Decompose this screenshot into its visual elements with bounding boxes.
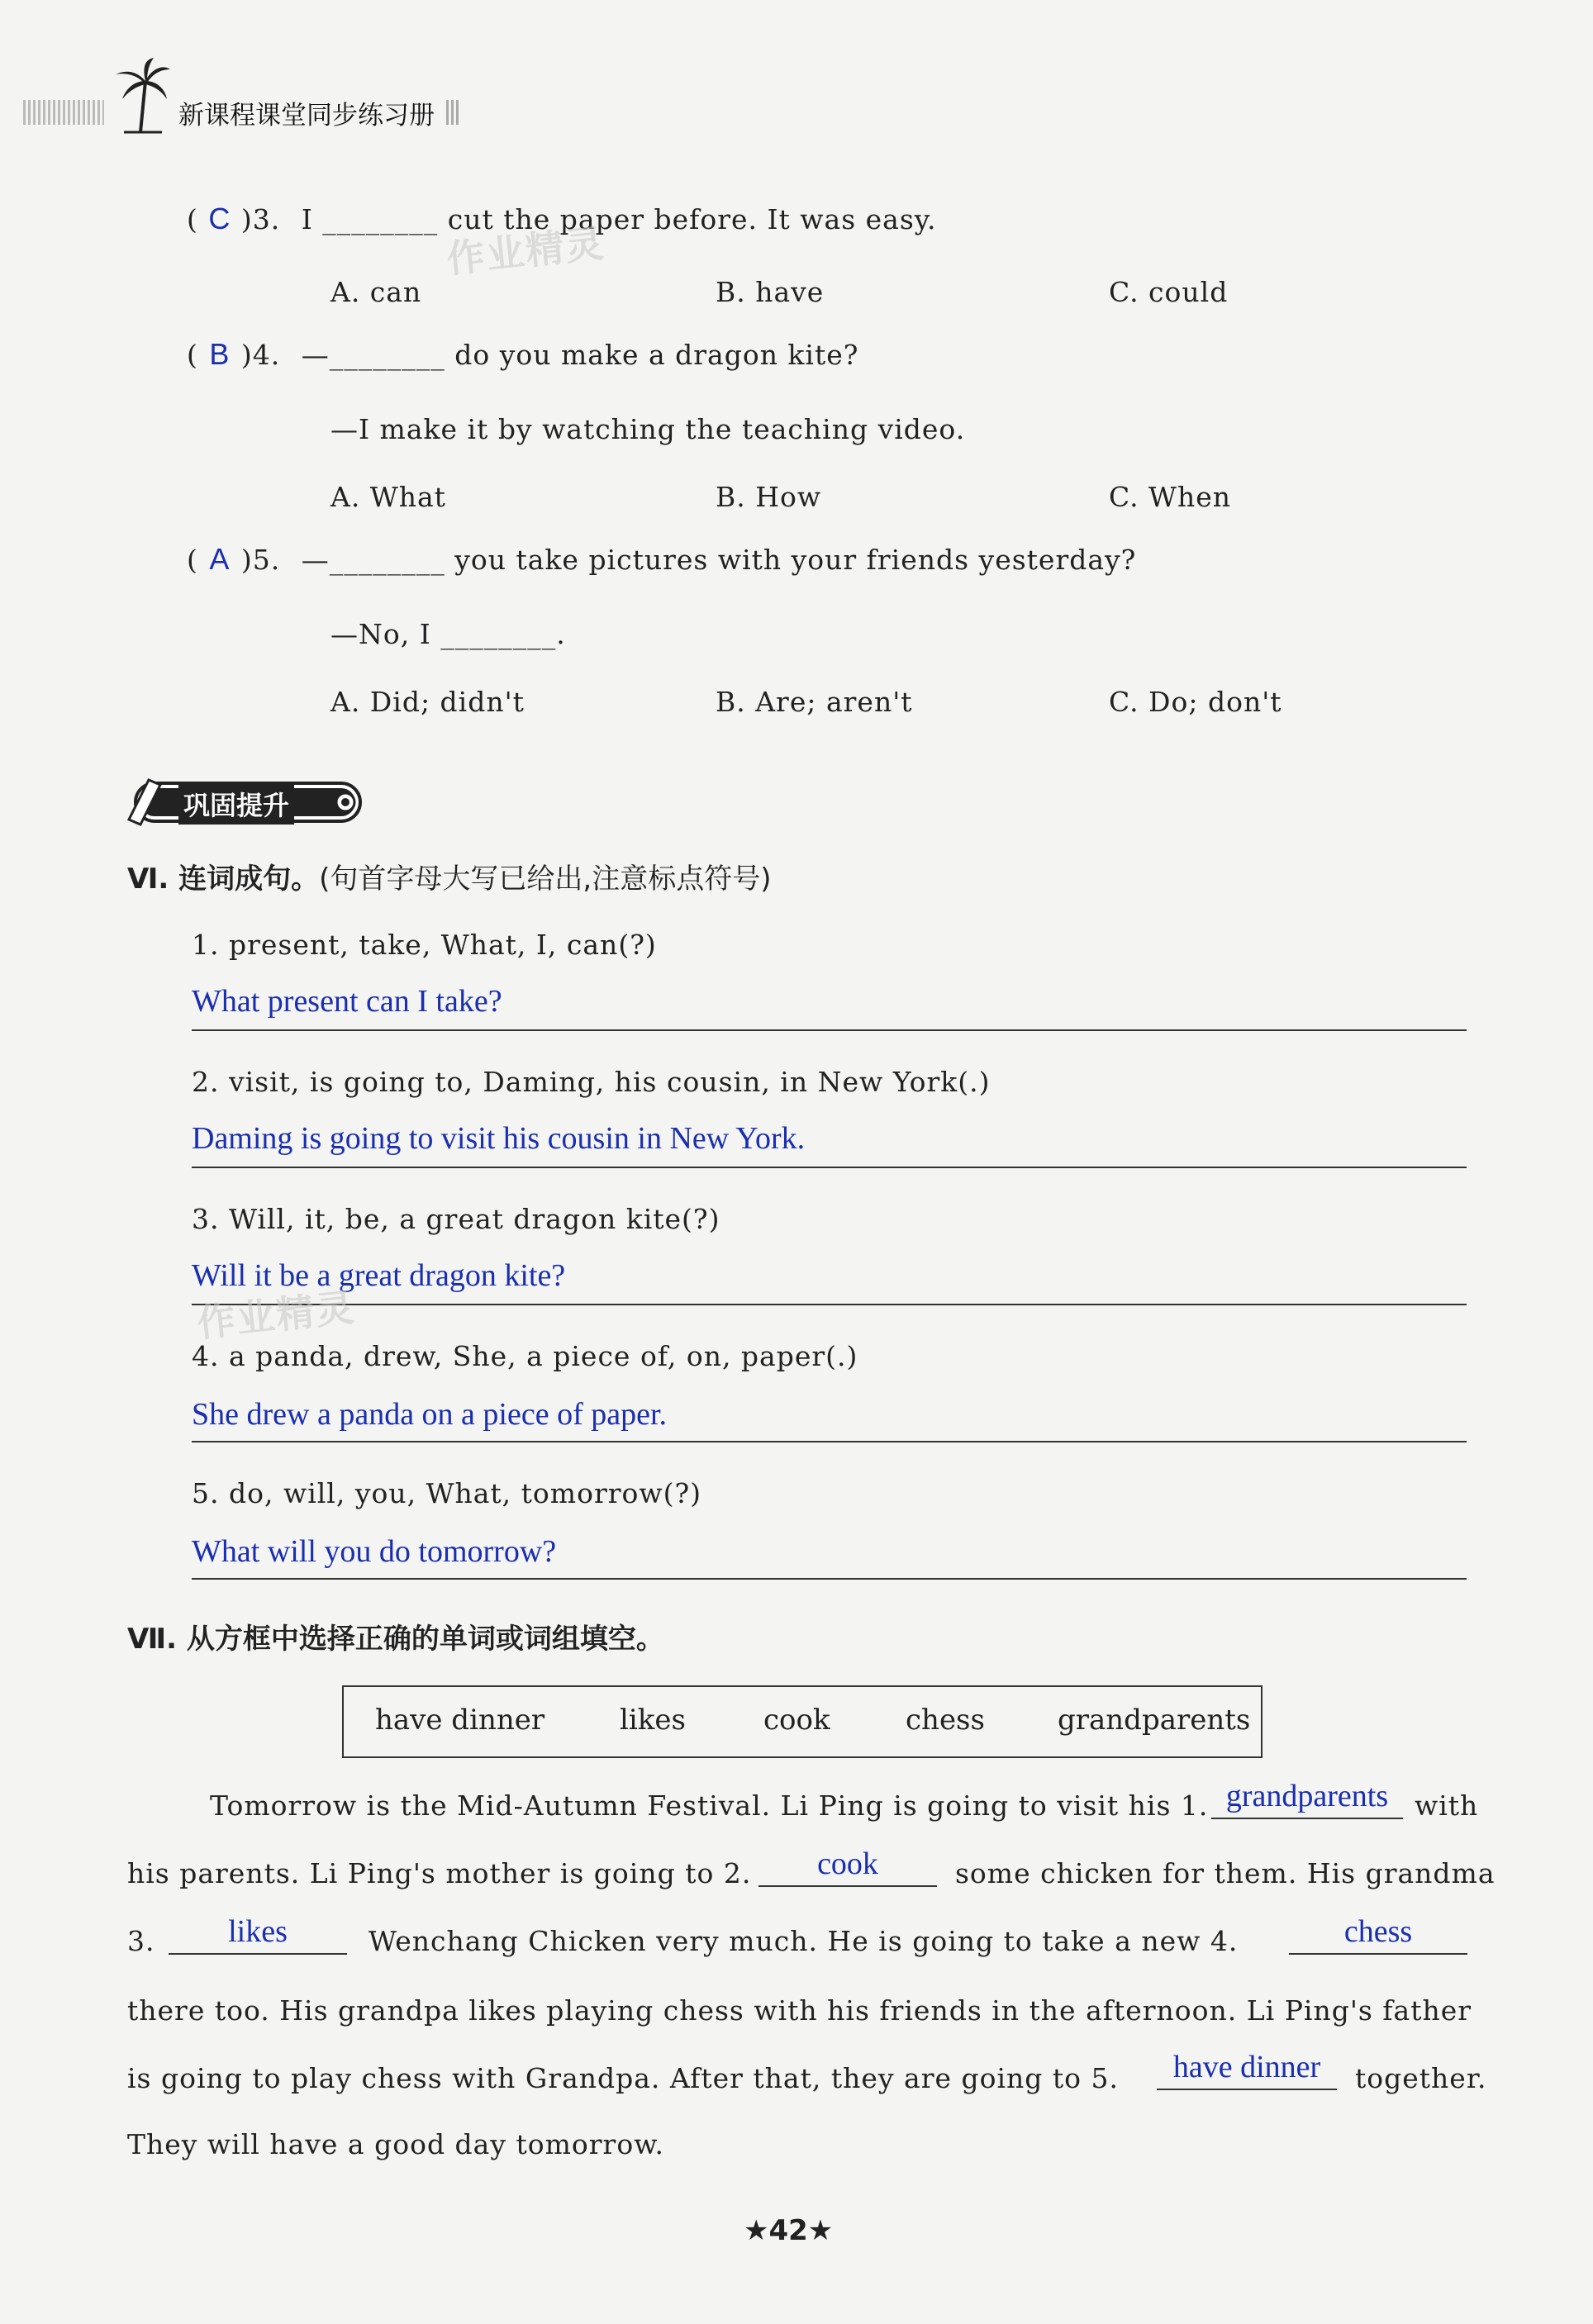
header-tail-stripes	[446, 100, 459, 125]
fill-answer-5: have dinner	[1172, 2050, 1321, 2084]
word-box-item: have dinner	[375, 1704, 545, 1737]
reorder-prompt-4: 4. a panda, drew, She, a piece of, on, paper(.)	[192, 1340, 858, 1372]
passage-line-4: there too. His grandpa likes playing chess with his friends in the afternoon. Li Ping's father	[127, 1994, 1472, 2027]
section-6-note: (句首字母大写已给出,注意标点符号)	[319, 863, 772, 896]
reorder-answer-4: She drew a panda on a piece of paper.	[192, 1397, 668, 1432]
reorder-answer-3: Will it be a great dragon kite?	[192, 1258, 566, 1293]
page-header	[23, 89, 459, 135]
word-box-item: likes	[620, 1704, 686, 1737]
mc-answer-5: A	[209, 542, 231, 576]
mc-option: C. could	[1109, 276, 1229, 308]
mc-option: A. Did; didn't	[330, 686, 525, 718]
mc-question-4-reply: —I make it by watching the teaching video.	[330, 413, 966, 445]
mc-question-5: ( A )5. —________ you take pictures with your friends yesterday?	[187, 542, 1137, 576]
reorder-prompt-1: 1. present, take, What, I, can(?)	[192, 929, 657, 961]
mc-question-3-text: I ________ cut the paper before. It was easy.	[301, 203, 937, 235]
passage-number: 3.	[127, 1925, 155, 1957]
word-box-item: chess	[906, 1704, 985, 1737]
palm-tree-icon	[112, 56, 172, 135]
fill-line	[1289, 1953, 1467, 1955]
mc-option: C. When	[1109, 481, 1232, 513]
fill-answer-4: chess	[1343, 1914, 1413, 1949]
fill-line	[169, 1953, 347, 1955]
mc-option: B. Are; aren't	[716, 686, 913, 718]
header-title: 新课程课堂同步练习册	[178, 100, 435, 131]
fill-answer-2: cook	[817, 1846, 878, 1881]
watermark: 作业精灵	[445, 221, 607, 282]
mc-option: B. have	[716, 276, 825, 308]
mc-question-3: ( C )3. I ________ cut the paper before. It was easy.	[187, 202, 937, 235]
mc-option: C. Do; don't	[1109, 686, 1282, 718]
mc-answer-4: B	[209, 337, 231, 371]
page-number: ★42★	[744, 2214, 834, 2247]
reorder-answer-5: What will you do tomorrow?	[192, 1534, 557, 1569]
watermark: 作业精灵	[195, 1285, 358, 1346]
answer-line	[192, 1304, 1467, 1305]
fill-line	[1211, 1818, 1403, 1819]
section-badge-label: 巩固提升	[178, 783, 294, 825]
header-stripes	[23, 100, 104, 125]
reorder-answer-2: Daming is going to visit his cousin in New York.	[192, 1121, 806, 1156]
answer-line	[192, 1441, 1467, 1442]
passage-line-5: is going to play chess with Grandpa. After that, they are going to 5.	[127, 2062, 1120, 2094]
mc-answer-3: C	[208, 202, 231, 235]
fill-line	[758, 1885, 937, 1887]
mc-question-5-reply: —No, I ________.	[330, 618, 566, 650]
answer-line	[192, 1578, 1467, 1580]
fill-answer-3: likes	[228, 1914, 288, 1949]
mc-question-4: ( B )4. —________ do you make a dragon kite?	[187, 337, 859, 371]
fill-line	[1157, 2089, 1337, 2090]
reorder-prompt-3: 3. Will, it, be, a great dragon kite(?)	[192, 1203, 720, 1235]
mc-question-5-text: —________ you take pictures with your friends yesterday?	[301, 544, 1137, 576]
word-box-item: cook	[763, 1704, 830, 1737]
word-box	[342, 1685, 1263, 1758]
answer-line	[192, 1029, 1467, 1031]
passage-text: together.	[1355, 2062, 1487, 2094]
section-6-title: Ⅵ. 连词成句。(句首字母大写已给出,注意标点符号)	[127, 863, 772, 896]
word-box-item: grandparents	[1058, 1704, 1251, 1737]
passage-line-2: his parents. Li Ping's mother is going to 2.	[127, 1857, 752, 1889]
passage-text: some chicken for them. His grandma	[955, 1857, 1496, 1889]
mc-option: A. can	[330, 276, 422, 308]
passage-text: with	[1415, 1789, 1479, 1822]
section-7-title: Ⅶ. 从方框中选择正确的单词或词组填空。	[127, 1623, 664, 1656]
reorder-prompt-2: 2. visit, is going to, Daming, his cousin, in New York(.)	[192, 1066, 991, 1098]
mc-option: B. How	[716, 481, 822, 513]
mc-question-4-text: —________ do you make a dragon kite?	[301, 339, 859, 371]
reorder-prompt-5: 5. do, will, you, What, tomorrow(?)	[192, 1477, 702, 1509]
passage-line-3: Wenchang Chicken very much. He is going to take a new 4.	[369, 1925, 1239, 1957]
passage-line-1: Tomorrow is the Mid-Autumn Festival. Li Ping is going to visit his 1.	[210, 1789, 1209, 1822]
fill-answer-1: grandparents	[1225, 1779, 1389, 1813]
answer-line	[192, 1167, 1467, 1168]
passage-line-6: They will have a good day tomorrow.	[127, 2128, 665, 2160]
reorder-answer-1: What present can I take?	[192, 984, 502, 1019]
mc-option: A. What	[330, 481, 446, 513]
